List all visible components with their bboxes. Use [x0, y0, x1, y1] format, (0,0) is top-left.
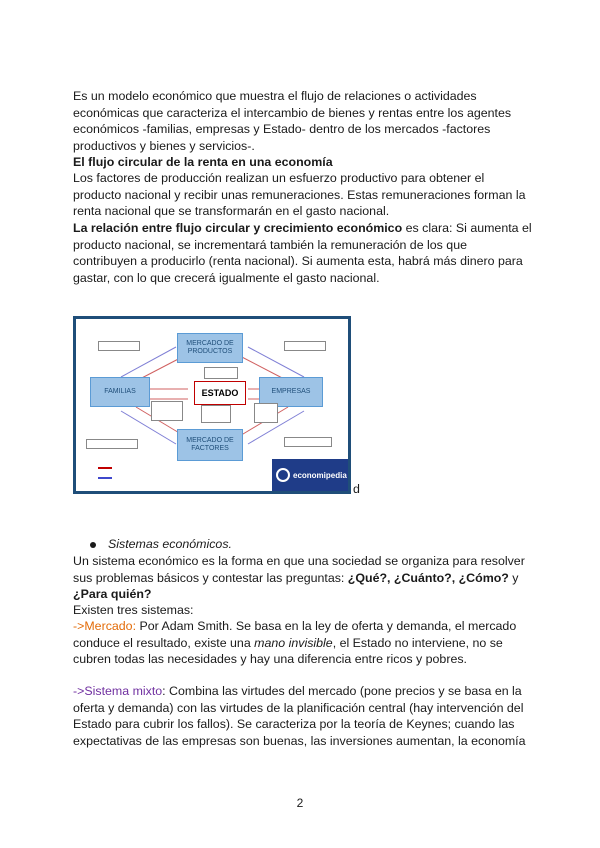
invisible-hand: mano invisible	[254, 635, 333, 650]
mixed-paragraph: ->Sistema mixto: Combina las virtudes del mercado (pone precios y se basa en la oferta y demanda) con las virtudes de la planificación central (hay intervención del Estado para cubrir los fallos). Se caracteriza por la teoría de Keynes; cuando las expectativas de las empresas son buenas, las inversiones aumentan, la economía	[73, 684, 526, 748]
circular-flow-paragraph: Los factores de producción realizan un esfuerzo productivo para obtener el producto nacional y recibir unas remuneraciones. Estas remuneraciones forman la renta nacional que se transformarán en el gasto nacional.	[73, 171, 526, 218]
node-mercado-factores: MERCADO DE FACTORES	[177, 429, 243, 461]
intro-paragraph: Es un modelo económico que muestra el flujo de relaciones o actividades económicas que caracteriza el intercambio de bienes y rentas entre los agentes económicos -familias, empresas y Estado- dentro de los mercados -factores productivos y bienes y servicios-.	[73, 89, 512, 153]
circular-flow-diagram	[73, 316, 351, 494]
legend-blue-line	[98, 477, 112, 479]
bullet-icon	[90, 542, 96, 548]
market-label: ->Mercado:	[73, 619, 137, 633]
note-state-top	[204, 367, 238, 379]
node-familias: FAMILIAS	[90, 377, 150, 407]
note-center-mid	[201, 405, 231, 423]
last-question: ¿Para quién?	[73, 587, 152, 601]
node-mercado-productos: MERCADO DE PRODUCTOS	[177, 333, 243, 363]
page-number: 2	[296, 796, 304, 810]
node-empresas: EMPRESAS	[259, 377, 323, 407]
questions: ¿Qué?, ¿Cuánto?, ¿Cómo?	[347, 570, 509, 585]
note-center-left	[151, 401, 183, 421]
growth-paragraph	[73, 220, 533, 286]
note-bottom-left	[86, 439, 138, 449]
note-bottom-right	[284, 437, 332, 447]
systems-definition: Un sistema económico es la forma en que una sociedad se organiza para resolver sus problemas básicos y contestar las preguntas: ¿Qué?, ¿Cuánto?, ¿Cómo? y ¿Para quién?	[73, 554, 525, 601]
legend-red-line	[98, 467, 112, 469]
note-center-right	[254, 403, 278, 423]
trailing-letter: d	[353, 482, 360, 496]
systems-intro: Existen tres sistemas:	[73, 603, 194, 617]
note-top-left	[98, 341, 140, 351]
node-estado: ESTADO	[194, 381, 246, 405]
mixed-label: ->Sistema mixto	[73, 684, 163, 698]
note-top-right	[284, 341, 326, 351]
growth-heading: La relación entre flujo circular y crecimiento económico	[73, 221, 403, 235]
section-heading-circular-flow: El flujo circular de la renta en una economía	[73, 155, 333, 169]
bullet-label: Sistemas económicos.	[108, 537, 232, 551]
economipedia-logo: economipedia	[272, 459, 348, 491]
growth-text: es clara: Si aumenta el producto nacional, se incrementará también la remuneración de los que contribuyen a producirlo (renta nacional). Si aumenta esta, habrá más dinero para gastar, con lo que crecerá igualmente el gasto nacional.	[73, 221, 532, 285]
logo-icon	[276, 468, 290, 482]
market-paragraph: ->Mercado: Por Adam Smith. Se basa en la ley de oferta y demanda, el mercado conduce el resultado, existe una mano invisible, el Estado no interviene, no se cubren todas las necesidades y hay una diferencia entre ricos y pobres.	[73, 619, 517, 666]
bullet-sistemas	[90, 537, 232, 551]
